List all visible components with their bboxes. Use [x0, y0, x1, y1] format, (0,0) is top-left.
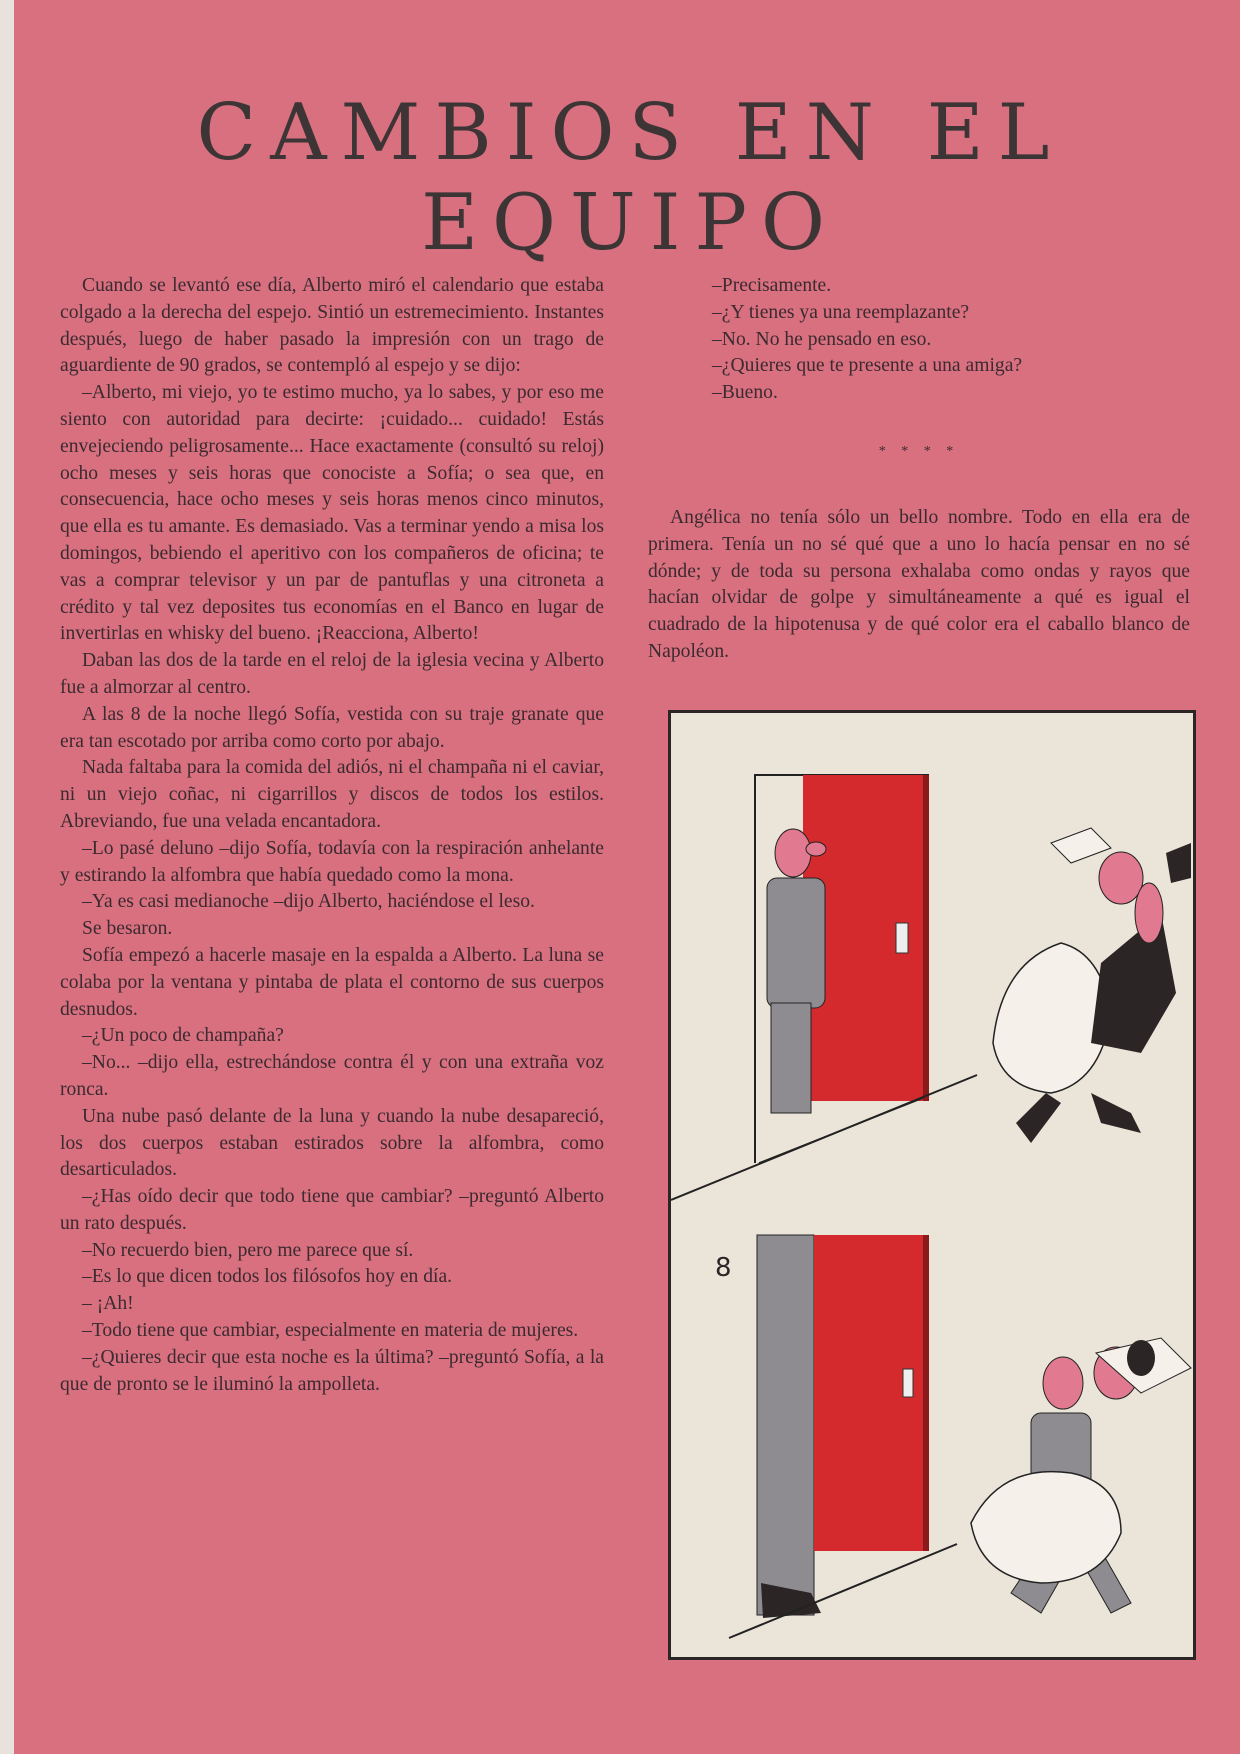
page-number: 8 [715, 1253, 732, 1283]
paragraph: –Es lo que dicen todos los filósofos hoy en día. [82, 1266, 453, 1288]
panel-top [671, 775, 1191, 1200]
paragraph: Cuando se levantó ese día, Alberto miró el calendario que estaba colgado a la derecha del espejo. Sintió un estremecimiento. Instantes después, luego de haber pasado la impresión con un trago de aguardiente de 90 grados, se contempló al espejo y se dijo: [60, 275, 604, 377]
section-separator: * * * * [878, 444, 960, 459]
dark-doorway [757, 1235, 814, 1615]
right-paragraph [648, 505, 1190, 666]
paragraph: –No recuerdo bien, pero me parece que sí. [82, 1239, 414, 1261]
paragraph: Se besaron. [82, 918, 173, 940]
dialog-line: –¿Quieres que te presente a una amiga? [712, 355, 1023, 377]
paragraph: –¿Un poco de champaña? [82, 1025, 284, 1047]
scan-edge [0, 0, 14, 1754]
panel-bottom [729, 1235, 1191, 1638]
left-column [60, 273, 604, 1398]
door-nameplate [896, 923, 908, 953]
door-nameplate [903, 1369, 913, 1397]
cartoon-illustration [668, 710, 1196, 1660]
man-carrying-bride [971, 1338, 1191, 1613]
paragraph: –No... –dijo ella, estrechándose contra él y con una extraña voz ronca. [60, 1052, 604, 1100]
paragraph: –Ya es casi medianoche –dijo Alberto, haciéndose el leso. [82, 891, 535, 913]
paragraph: –Lo pasé deluno –dijo Sofía, todavía con la respiración anhelante y estirando la alfombra que había quedado como la mona. [60, 837, 604, 886]
cartoon-drawing [671, 713, 1193, 1657]
paragraph: –Todo tiene que cambiar, especialmente en materia de mujeres. [82, 1320, 579, 1342]
dialog-line: –Bueno. [712, 382, 778, 404]
dialog-line: –Precisamente. [712, 275, 832, 296]
paragraph: –¿Has oído decir que todo tiene que cambiar? –preguntó Alberto un rato después. [60, 1186, 604, 1234]
paragraph: Una nube pasó delante de la luna y cuando la nube desapareció, los dos cuerpos estaban estirados sobre la alfombra, como desarticulados. [60, 1105, 604, 1181]
right-dialog [690, 273, 1170, 407]
paragraph: A las 8 de la noche llegó Sofía, vestida con su traje granate que era tan escotado por arriba como corto por abajo. [60, 703, 604, 752]
dialog-line: –¿Y tienes ya una reemplazante? [712, 301, 970, 323]
paragraph: –Alberto, mi viejo, yo te estimo mucho, ya lo sabes, y por eso me siento con autoridad para decirte: ¡cuidado... cuidado! Estás envejeciendo peligrosamente... Hace exactamente (consultó su reloj) ocho meses y seis horas que conociste a Sofía; o sea que, en consecuencia, hace ocho meses y seis horas menos cinco minutos, que ella es tu amante. Es demasiado. Vas a terminar yendo a misa los domingos, bebiendo el aperitivo con los compañeros de oficina; te vas a comprar televisor y un par de pantuflas y una citroneta a crédito y tal vez deposites tus economías en el Banco en lugar de invertirlas en whisky del bueno. ¡Reacciona, Alberto! [60, 382, 604, 645]
article-title: CAMBIOS EN EL EQUIPO [196, 88, 1064, 268]
paragraph: Daban las dos de la tarde en el reloj de la iglesia vecina y Alberto fue a almorzar al centro. [60, 650, 604, 698]
dialog-line: –No. No he pensado en eso. [712, 328, 932, 350]
paragraph: Sofía empezó a hacerle masaje en la espalda a Alberto. La luna se colaba por la ventana y pintaba de plata el contorno de sus cuerpos desnudos. [60, 944, 604, 1020]
paragraph: – ¡Ah! [82, 1293, 134, 1315]
paragraph: Nada faltaba para la comida del adiós, ni el champaña ni el caviar, ni un viejo coñac, ni cigarrillos y discos de todos los estilos. Abreviando, fue una velada encantadora. [60, 757, 604, 832]
paragraph: –¿Quieres decir que esta noche es la última? –preguntó Sofía, a la que de pronto se le iluminó la ampolleta. [60, 1346, 604, 1395]
paragraph: Angélica no tenía sólo un bello nombre. Todo en ella era de primera. Tenía un no sé qué que a uno lo hacía pensar en no sé dónde; y de toda su persona exhalaba como ondas y rayos que hacían olvidar de golpe y simultáneamente a qué es igual el cuadrado de la hipotenusa y de qué color era el caballo blanco de Napoléon. [648, 507, 1190, 662]
bride-and-groom [993, 828, 1191, 1143]
